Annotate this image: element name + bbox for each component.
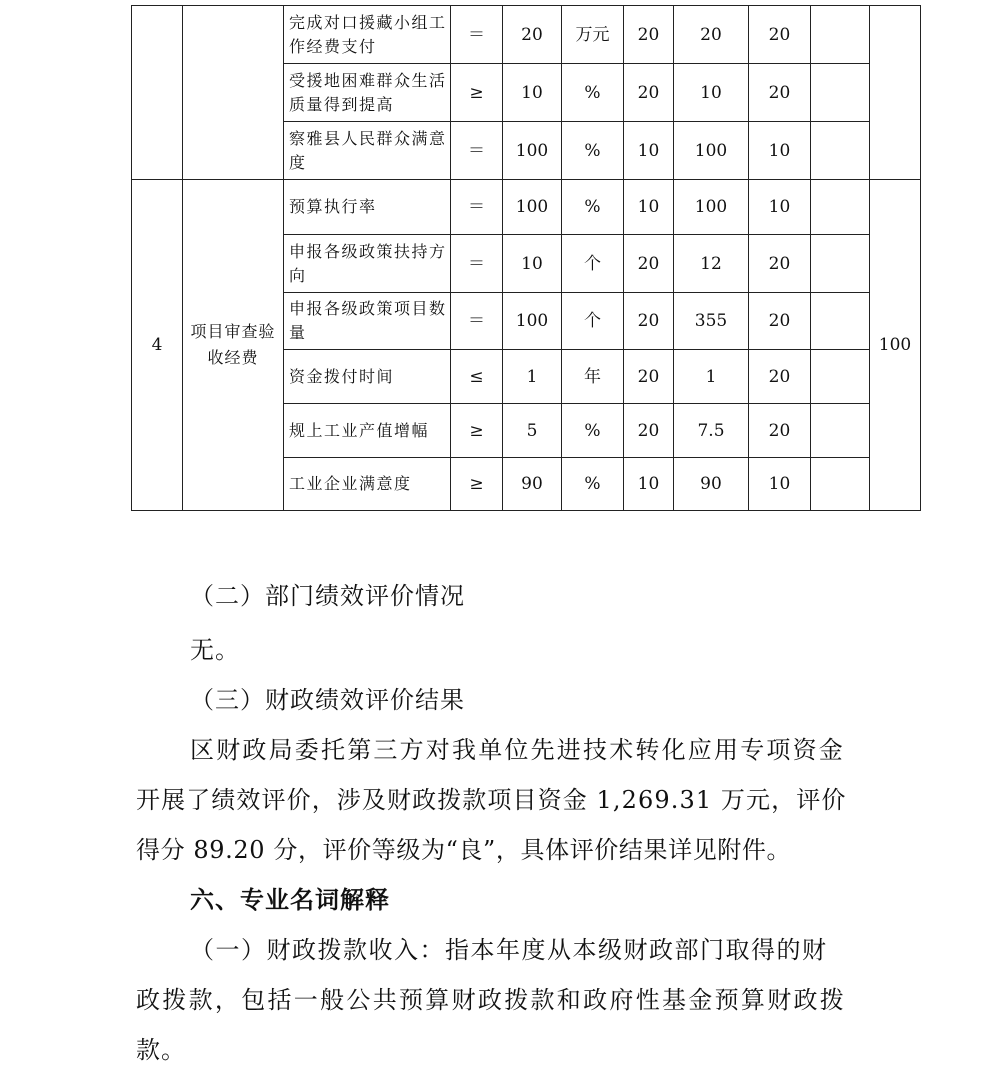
weight-cell: 10 xyxy=(624,458,674,511)
target-cell: 5 xyxy=(503,404,562,458)
actual-cell: 10 xyxy=(674,64,749,122)
total-cell-empty xyxy=(870,6,921,180)
unit-cell: % xyxy=(562,458,624,511)
score-cell: 20 xyxy=(749,235,811,293)
fin-eval-line3: 得分 89.20 分，评价等级为“良”，具体评价结果详见附件。 xyxy=(136,836,792,864)
score-cell: 20 xyxy=(749,350,811,404)
target-cell: 100 xyxy=(503,293,562,350)
operator-cell: ＝ xyxy=(451,6,503,64)
operator-cell: ≥ xyxy=(451,64,503,122)
indicator-cell: 申报各级政策项目数量 xyxy=(284,293,451,350)
table-row xyxy=(132,6,921,64)
fin-eval-heading: （三）财政绩效评价结果 xyxy=(190,686,465,714)
actual-cell: 12 xyxy=(674,235,749,293)
section6-heading: 六、专业名词解释 xyxy=(190,886,390,914)
term1-line3: 款。 xyxy=(136,1036,186,1064)
actual-cell: 100 xyxy=(674,122,749,180)
number-cell-empty xyxy=(132,6,183,180)
operator-cell: ≥ xyxy=(451,458,503,511)
note-cell xyxy=(811,458,870,511)
term1-line2: 政拨款，包括一般公共预算财政拨款和政府性基金预算财政拨 xyxy=(136,986,847,1014)
indicator-cell: 申报各级政策扶持方向 xyxy=(284,235,451,293)
indicator-cell: 受援地困难群众生活质量得到提高 xyxy=(284,64,451,122)
note-cell xyxy=(811,293,870,350)
unit-cell: 个 xyxy=(562,235,624,293)
target-cell: 1 xyxy=(503,350,562,404)
note-cell xyxy=(811,350,870,404)
target-cell: 20 xyxy=(503,6,562,64)
fin-eval-line1: 区财政局委托第三方对我单位先进技术转化应用专项资金 xyxy=(190,736,845,764)
weight-cell: 20 xyxy=(624,350,674,404)
term1-line1 xyxy=(190,930,930,965)
note-cell xyxy=(811,6,870,64)
actual-cell: 100 xyxy=(674,180,749,235)
note-cell xyxy=(811,404,870,458)
project-total-score: 100 xyxy=(870,180,921,511)
dept-eval-body: 无。 xyxy=(190,636,240,664)
table-block-3 xyxy=(132,6,921,180)
performance-table xyxy=(131,5,921,511)
unit-cell: 万元 xyxy=(562,6,624,64)
weight-cell: 10 xyxy=(624,122,674,180)
dept-eval-heading: （二）部门绩效评价情况 xyxy=(190,582,465,610)
project-cell-empty xyxy=(183,6,284,180)
project-number: 4 xyxy=(132,180,183,511)
table-block-4 xyxy=(132,180,921,511)
target-cell: 100 xyxy=(503,180,562,235)
indicator-cell: 察雅县人民群众满意度 xyxy=(284,122,451,180)
note-cell xyxy=(811,180,870,235)
score-cell: 20 xyxy=(749,64,811,122)
operator-cell: ≤ xyxy=(451,350,503,404)
actual-cell: 7.5 xyxy=(674,404,749,458)
operator-cell: ＝ xyxy=(451,293,503,350)
target-cell: 10 xyxy=(503,235,562,293)
unit-cell: % xyxy=(562,180,624,235)
unit-cell: % xyxy=(562,64,624,122)
score-cell: 20 xyxy=(749,293,811,350)
operator-cell: ＝ xyxy=(451,122,503,180)
operator-cell: ＝ xyxy=(451,180,503,235)
note-cell xyxy=(811,235,870,293)
unit-cell: 年 xyxy=(562,350,624,404)
weight-cell: 20 xyxy=(624,64,674,122)
fin-eval-line2: 开展了绩效评价，涉及财政拨款项目资金 1,269.31 万元，评价 xyxy=(136,786,847,814)
indicator-cell: 资金拨付时间 xyxy=(284,350,451,404)
weight-cell: 10 xyxy=(624,180,674,235)
note-cell xyxy=(811,64,870,122)
unit-cell: % xyxy=(562,122,624,180)
score-cell: 10 xyxy=(749,122,811,180)
score-cell: 10 xyxy=(749,458,811,511)
actual-cell: 20 xyxy=(674,6,749,64)
weight-cell: 20 xyxy=(624,6,674,64)
note-cell xyxy=(811,122,870,180)
indicator-cell: 规上工业产值增幅 xyxy=(284,404,451,458)
project-name: 项目审查验收经费 xyxy=(183,180,284,511)
score-cell: 20 xyxy=(749,404,811,458)
unit-cell: 个 xyxy=(562,293,624,350)
target-cell: 10 xyxy=(503,64,562,122)
actual-cell: 90 xyxy=(674,458,749,511)
target-cell: 90 xyxy=(503,458,562,511)
operator-cell: ≥ xyxy=(451,404,503,458)
weight-cell: 20 xyxy=(624,235,674,293)
score-cell: 10 xyxy=(749,180,811,235)
indicator-cell: 预算执行率 xyxy=(284,180,451,235)
actual-cell: 1 xyxy=(674,350,749,404)
indicator-cell: 完成对口援藏小组工作经费支付 xyxy=(284,6,451,64)
term1-line1-rest: 指本年度从本级财政部门取得的财 xyxy=(445,936,828,964)
indicator-cell: 工业企业满意度 xyxy=(284,458,451,511)
weight-cell: 20 xyxy=(624,404,674,458)
term1-label: （一）财政拨款收入： xyxy=(190,936,445,964)
unit-cell: % xyxy=(562,404,624,458)
score-cell: 20 xyxy=(749,6,811,64)
operator-cell: ＝ xyxy=(451,235,503,293)
table-row xyxy=(132,180,921,235)
actual-cell: 355 xyxy=(674,293,749,350)
weight-cell: 20 xyxy=(624,293,674,350)
target-cell: 100 xyxy=(503,122,562,180)
